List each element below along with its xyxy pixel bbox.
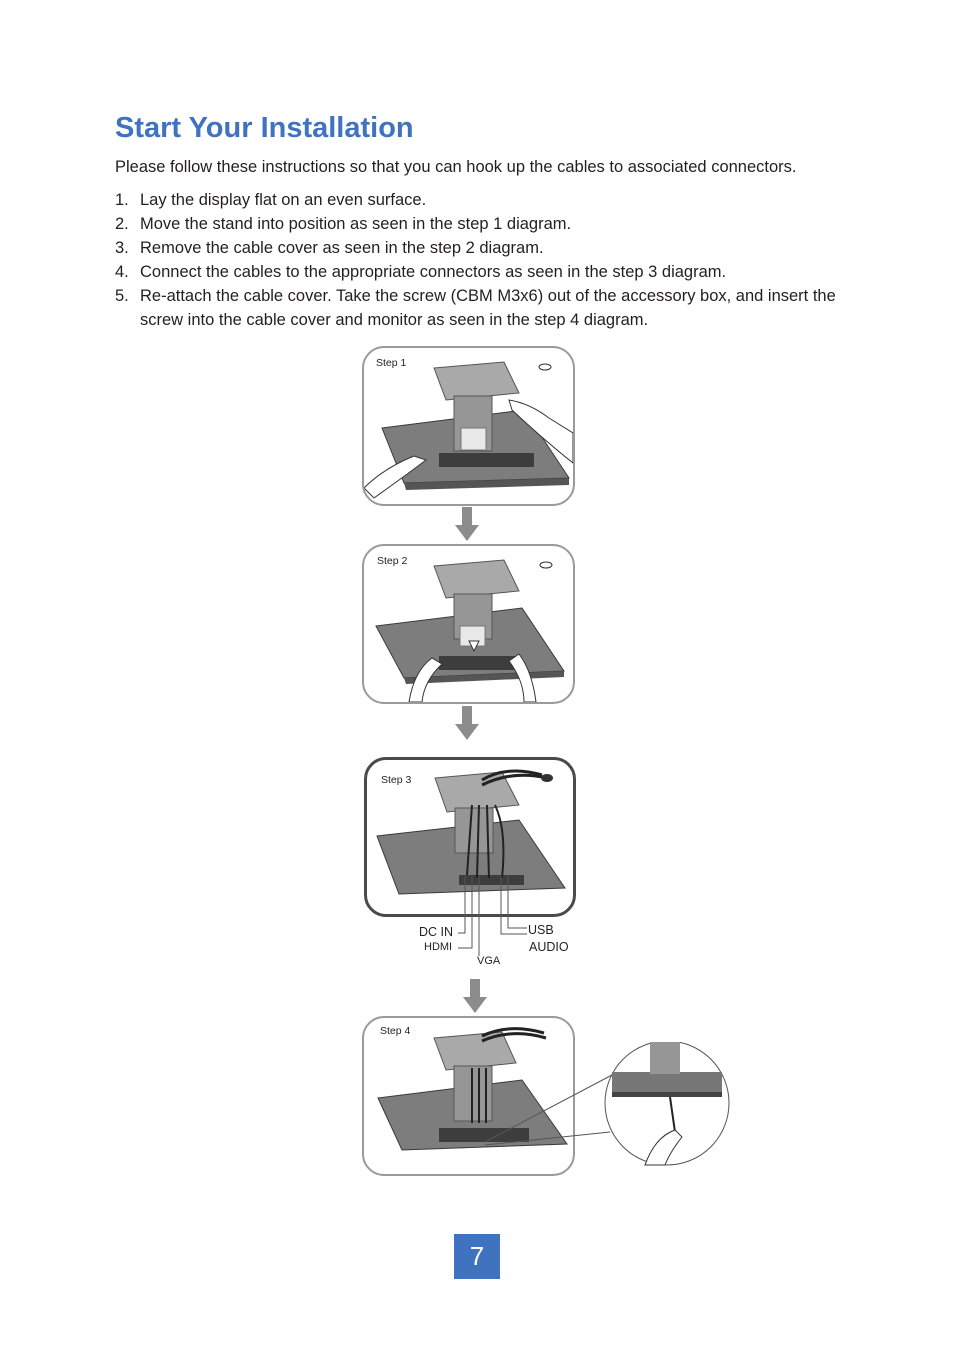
step-text: Remove the cable cover as seen in the step 2 diagram. [140, 239, 544, 257]
step4-label: Step 4 [380, 1025, 411, 1037]
connector-label-dc-in: DC IN [419, 925, 454, 939]
instruction-list [115, 188, 855, 332]
instruction-step [115, 284, 855, 332]
instruction-step [115, 260, 855, 284]
step1-diagram [362, 346, 575, 506]
step-number: 5. [115, 287, 129, 305]
step2-label: Step 2 [377, 555, 408, 567]
step-text: Connect the cables to the appropriate connectors as seen in the step 3 diagram. [140, 263, 727, 281]
step-text: Re-attach the cable cover. Take the screw (CBM M3x6) out of the accessory box, and insert the screw into the cable cover and monitor as seen in the step 4 diagram. [140, 287, 836, 329]
connector-label-usb: USB [528, 923, 554, 937]
instruction-step [115, 236, 855, 260]
instruction-step [115, 188, 855, 212]
intro-paragraph: Please follow these instructions so that you can hook up the cables to associated connectors. [115, 158, 797, 176]
monitor-stand-illustration [364, 348, 573, 504]
page-number-badge: 7 [454, 1234, 500, 1279]
step-number: 4. [115, 263, 129, 281]
monitor-stand-illustration [364, 546, 573, 702]
connector-label-vga: VGA [477, 955, 501, 967]
instruction-step [115, 212, 855, 236]
connector-label-hdmi: HDMI [424, 941, 453, 953]
step2-diagram [362, 544, 575, 704]
connector-label-audio: AUDIO [529, 940, 569, 954]
step-number: 1. [115, 191, 129, 209]
step3-label: Step 3 [381, 774, 412, 786]
down-arrow-icon [455, 706, 479, 740]
screw-detail-callout [480, 1042, 735, 1170]
down-arrow-icon [455, 507, 479, 541]
step-number: 3. [115, 239, 129, 257]
step-number: 2. [115, 215, 129, 233]
down-arrow-icon [463, 979, 487, 1013]
page-title: Start Your Installation [115, 112, 414, 144]
step-text: Lay the display flat on an even surface. [140, 191, 427, 209]
step-text: Move the stand into position as seen in the step 1 diagram. [140, 215, 572, 233]
connector-leader-lines [455, 876, 530, 956]
step1-label: Step 1 [376, 357, 407, 369]
